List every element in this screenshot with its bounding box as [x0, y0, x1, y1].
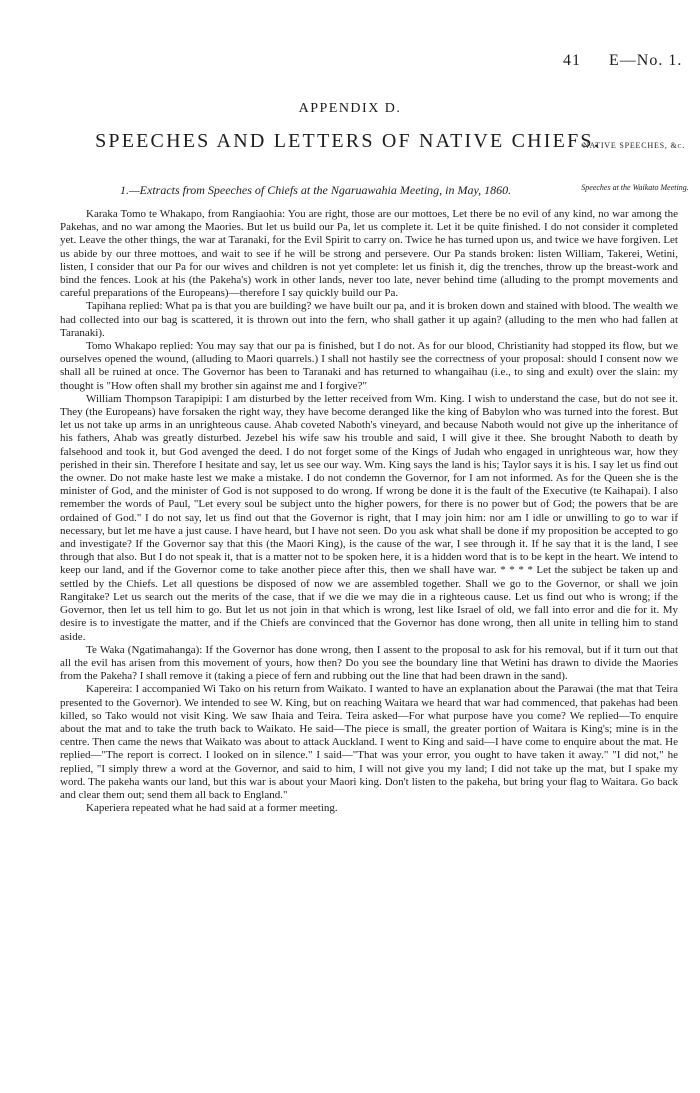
body-text [60, 208, 678, 815]
paragraph-te-waka: Te Waka (Ngatimahanga): If the Governor has done wrong, then I assent to the proposal to ask for his removal, but if it turn out that all the evil has arisen from this movement of yours, how then? Do you see the boundary line that Wetini has drawn to divide the Maories from the Pakeha? I shall remove it (taking a piece of fern and rubbing out the line that had been drawn in the sand). [60, 643, 678, 683]
paragraph-karaka-tomo: Karaka Tomo te Whakapo, from Rangiaohia: You are right, those are our mottoes, Let there be no evil of any kind, no war among the Pakehas, and no war among the Maories. But let us build our Pa, let us complete it. Let it be quite finished. I do not consider it completed yet. Leave the other things, the war at Taranaki, for the Evil Spirit to carry on. Twice he has turned upon us, and twice we have forgiven. Let us abide by our three mottoes, and wait to see if he will be strong and persevere. Our Pa stands broken: listen William, Takerei, Wetini, listen, I consider that our Pa for our wives and children is not yet complete: let us finish it, dig the trenches, throw up the breast-work and bind the fences. Look at his (the Pakeha's) work in other lands, never too late, never behind time (alluding to the prompt movements and careful preparations of the Europeans)—therefore I say quickly build our Pa. [60, 208, 678, 300]
paragraph-tapihana: Tapihana replied: What pa is that you are building? we have built our pa, and it is broken down and stained with blood. The wealth we had collected into our bag is scattered, it is thrown out into the fern, who shall gather it up again? (alluding to the men who had fallen at Taranaki). [60, 300, 678, 339]
margin-note-native-speeches: NATIVE SPEECHES, &c. [582, 141, 686, 150]
paragraph-kapereira: Kapereira: I accompanied Wi Tako on his return from Waikato. I wanted to have an explanation about the Parawai (the mat that Teira presented to the Governor). We intended to see W. King, but on reaching Waitara we heard that war had commenced, that pakehas had been killed, so Tako would not visit King. We saw Ihaia and Teira. Teira asked—For what purpose have you come? We replied—To enquire about the mat and to take the truth back to Waikato. He said—The piece is small, the greater portion of Waitara is King's; mine is in the centre. Then came the news that Waikato was about to attack Auckland. I went to King and said—I have come to enquire about the mat. He replied—"The report is correct. I looked on in silence." I said—"That was your error, you ought to have taken it away." "I did not," he replied, "I simply threw a word at the Governor, and said to him, I will not give you my land; I did not take up the mat, but I spake my word. The pakeha wants our land, but this war is about your Maori king. Don't listen to the pakeha, but bring your flag to Waitara. Go back and clear them out; send them all back to England." [60, 683, 678, 801]
document-reference: E—No. 1. [609, 52, 683, 69]
paragraph-william-thompson: William Thompson Tarapipipi: I am disturbed by the letter received from Wm. King. I wish to understand the case, but do not see it. They (the Europeans) have forsaken the right way, they have become deranged like the king of Babylon who was turned into the forest. But let us not take up arms in an unrighteous cause. Ahab coveted Naboth's vineyard, and because Naboth would not give up the inheritance of his fathers, Ahab was greatly disturbed. Jezebel his wife saw his trouble and said, I will give it thee. She brought Naboth to death by falsehood and took it, but God avenged the deed. I do not forget some of the Kings of Judah who engaged in unrighteous war, how they perished in their sin. Therefore I hesitate and say, let us see our way. Wm. King says the land is his; Taylor says it is his. I say let us find out the owner. Do not make haste lest we make a mistake. I do not condemn the Governor, for I am not informed. As for the Queen she is the minister of God, and the minister of God is not supposed to do wrong. If wrong be done it is the fault of the Executive (te Kaihapai). I also remember the words of Paul, "Let every soul be subject unto the higher powers, for there is no power but of God; the powers that be are ordained of God." I do not say, let us find out that the Governor is right, that I may join him: nor am I idle or unwilling to go to war if necessary, but let me have a just cause. I have heard, but I have not seen. Do you ask what shall be done if my proposition be accepted to go and investigate? If the Governor say that this (the Maori King), is the cause of the war, I see through it. If he say that it is the land, I see through that also. But I do not speak it, that is a matter not to be spoken here, it is a hidden word that is to be kept in the heart. We intend to keep our land, and if the Governor come to take another piece after this, then we shall have war. * * * * Let the subject be taken up and settled by the Chiefs. Let all questions be disposed of now we are assembled together. Shall we go to the Governor, or shall we join Rangitake? Let us search out the merits of the case, that if we die we may die in a righteous cause. Let us find out who is wrong; if the Governor, then let us tell him to go. But let us not join in that which is wrong, lest like Israel of old, we fall into error and die for it. My desire is to investigate the matter, and if the Chiefs are convinced that the Governor has done wrong, then all unite in telling him to stand aside. [60, 392, 678, 643]
appendix-label: APPENDIX D. [298, 101, 402, 116]
paragraph-tomo-whakapo: Tomo Whakapo replied: You may say that our pa is finished, but I do not. As for our blood, Christianity had stopped its flow, but we ourselves opened the wound, (alluding to Maori quarrels.) I shall not hastily see the correctness of your proposal: should I consent now we shall all be ruined at once. The Governor has been to Taranaki and has returned to whangaihau (i.e., to sing and exult) over the slain: my thought is "How often shall my brother sin against me and I forgive?" [60, 340, 678, 392]
margin-note-speeches-at-meeting: Speeches at the Waikato Meeting. [581, 183, 689, 192]
page-title: SPEECHES AND LETTERS OF NATIVE CHIEFS. [95, 130, 601, 152]
page-number: 41 [563, 52, 581, 69]
section-heading: 1.—Extracts from Speeches of Chiefs at the Ngaruawahia Meeting, in May, 1860. [120, 183, 512, 197]
paragraph-kaperiera-repeated: Kaperiera repeated what he had said at a former meeting. [86, 802, 338, 815]
